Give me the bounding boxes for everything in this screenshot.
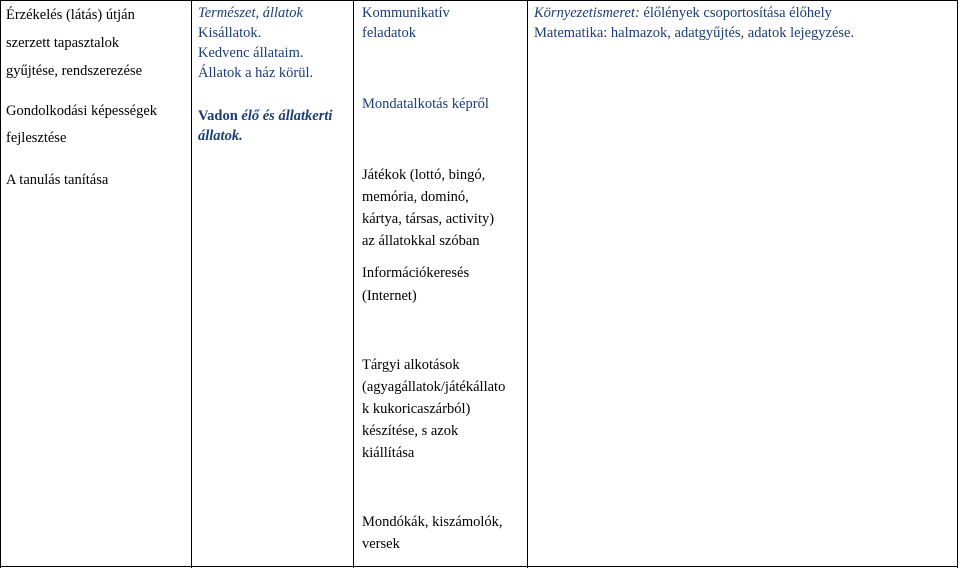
subject-environment-label: Környezetismeret: (534, 5, 640, 21)
subject-environment (534, 2, 832, 24)
theme-wild-line-1 (198, 105, 332, 127)
subject-math-text: halmazok, adatgyűjtés, adatok lejegyzése. (610, 25, 855, 41)
task-crafts-line-2: (agyagállatok/játékállato (362, 379, 506, 395)
task-crafts-line-4: készítése, s azok (362, 423, 459, 439)
table-border-top (0, 0, 958, 1)
task-crafts-line-5: kiállítása (362, 445, 415, 461)
task-games-line-1: Játékok (lottó, bingó, (362, 167, 486, 183)
table-border-bottom (0, 566, 958, 567)
task-games-line-4: az állatokkal szóban (362, 233, 480, 249)
table-border-left (0, 0, 1, 568)
theme-wild-prefix: Vadon (198, 108, 238, 124)
theme-item-3: Állatok a ház körül. (198, 65, 314, 81)
task-crafts-line-1: Tárgyi alkotások (362, 357, 460, 373)
theme-wild-line-2: állatok. (198, 128, 243, 144)
task-search-line-1: Információkeresés (362, 265, 470, 281)
subject-math-label: Matematika: (534, 25, 608, 41)
subject-environment-text: élőlények csoportosítása élőhely (643, 5, 832, 21)
task-header-line-1: Kommunikatív (362, 5, 450, 21)
skill-sense-line-3: gyűjtése, rendszerezése (6, 63, 143, 79)
theme-title: Természet, állatok (198, 5, 303, 21)
task-search-line-2: (Internet) (362, 288, 417, 304)
subject-math (534, 22, 854, 44)
column-divider-3 (527, 0, 528, 568)
task-crafts-line-3: k kukoricaszárból) (362, 401, 471, 417)
task-rhymes-line-1: Mondókák, kiszámolók, (362, 514, 503, 530)
theme-item-2: Kedvenc állataim. (198, 45, 304, 61)
skill-sense-line-1: Érzékelés (látás) útján (6, 7, 135, 23)
column-divider-2 (353, 0, 354, 568)
skill-thinking-line-1: Gondolkodási képességek (6, 103, 158, 119)
skill-thinking-line-2: fejlesztése (6, 130, 67, 146)
column-divider-1 (191, 0, 192, 568)
skill-learning: A tanulás tanítása (6, 172, 109, 188)
table-border-right (957, 0, 958, 568)
task-games-line-3: kártya, társas, activity) (362, 211, 495, 227)
skill-sense-line-2: szerzett tapasztalok (6, 35, 120, 51)
theme-item-1: Kisállatok. (198, 25, 262, 41)
task-games-line-2: memória, dominó, (362, 189, 469, 205)
task-rhymes-line-2: versek (362, 536, 400, 552)
task-header-line-2: feladatok (362, 25, 416, 41)
task-sentence: Mondatalkotás képről (362, 96, 489, 112)
theme-wild-mid: élő és állatkerti (241, 108, 333, 124)
